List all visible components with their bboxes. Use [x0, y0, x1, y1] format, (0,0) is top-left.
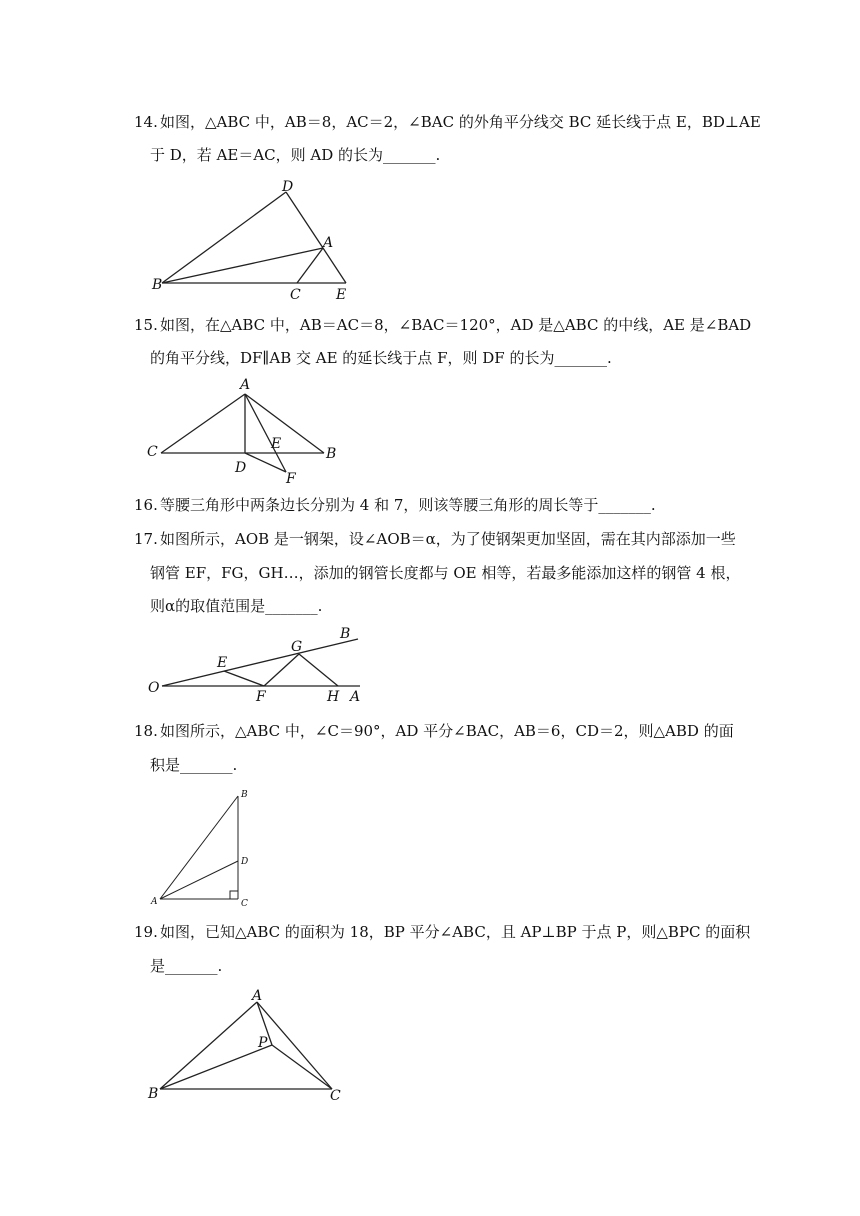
problem-text-line: 积是_______.	[150, 756, 238, 774]
point-label-d: D	[235, 460, 247, 476]
problem-text-line: 则α的取值范围是_______.	[150, 597, 323, 615]
point-label-c: C	[241, 899, 248, 909]
problem-text-line: 于 D，若 AE＝AC，则 AD 的长为_______.	[150, 146, 441, 164]
point-label-o: O	[148, 680, 160, 696]
figure-19	[140, 985, 360, 1110]
problem-text-line: 钢管 EF，FG，GH…，添加的钢管长度都与 OE 相等，若最多能添加这样的钢管 4 根，	[150, 564, 741, 582]
figure-17	[140, 620, 380, 710]
figure-15	[140, 375, 350, 485]
point-label-e: E	[217, 655, 228, 671]
point-label-p: P	[258, 1035, 268, 1051]
point-label-a: A	[323, 235, 334, 251]
point-label-g: G	[291, 639, 303, 655]
problem-text-line: 如图所示，△ABC 中，∠C＝90°，AD 平分∠BAC，AB＝6，CD＝2，则△ABD 的面	[160, 722, 734, 740]
point-label-b: B	[152, 277, 163, 293]
point-label-d: D	[241, 857, 249, 867]
point-label-c: C	[290, 287, 301, 303]
point-label-a: A	[151, 897, 158, 907]
point-label-b: B	[340, 626, 351, 642]
problem-text-line: 如图所示，AOB 是一钢架，设∠AOB＝α，为了使钢架更加坚固，需在其内部添加一些	[160, 530, 736, 548]
point-label-f: F	[286, 471, 296, 485]
problem-text-line: 如图，已知△ABC 的面积为 18，BP 平分∠ABC，且 AP⊥BP 于点 P，则△BPC 的面积	[160, 923, 751, 941]
problem-text-line: 的角平分线，DF∥AB 交 AE 的延长线于点 F，则 DF 的长为_______.	[150, 349, 612, 367]
problem-text-line: 如图，△ABC 中，AB＝8，AC＝2，∠BAC 的外角平分线交 BC 延长线于点 E，BD⊥AE	[160, 113, 761, 131]
point-label-c: C	[330, 1088, 341, 1104]
point-label-a: A	[252, 988, 263, 1004]
problem-number: 15.	[134, 316, 158, 334]
problem-text-line: 等腰三角形中两条边长分别为 4 和 7，则该等腰三角形的周长等于_______.	[160, 496, 656, 514]
problem-text-line: 如图，在△ABC 中，AB＝AC＝8，∠BAC＝120°，AD 是△ABC 的中线，AE 是∠BAD	[160, 316, 752, 334]
point-label-f: F	[256, 689, 266, 705]
point-label-d: D	[282, 179, 294, 195]
problem-number: 19.	[134, 923, 158, 941]
problem-number: 16.	[134, 496, 158, 514]
point-label-a: A	[350, 689, 361, 705]
point-label-b: B	[326, 446, 337, 462]
problem-number: 17.	[134, 530, 158, 548]
problem-number: 14.	[134, 113, 158, 131]
point-label-c: C	[147, 444, 158, 460]
point-label-e: E	[271, 436, 282, 452]
point-label-b: B	[241, 790, 248, 800]
figure-18	[140, 780, 270, 915]
point-label-h: H	[327, 689, 340, 705]
point-label-b: B	[148, 1086, 159, 1102]
figure-14	[140, 175, 370, 305]
point-label-a: A	[240, 377, 251, 393]
problem-text-line: 是_______.	[150, 957, 223, 975]
problem-number: 18.	[134, 722, 158, 740]
point-label-e: E	[336, 287, 347, 303]
